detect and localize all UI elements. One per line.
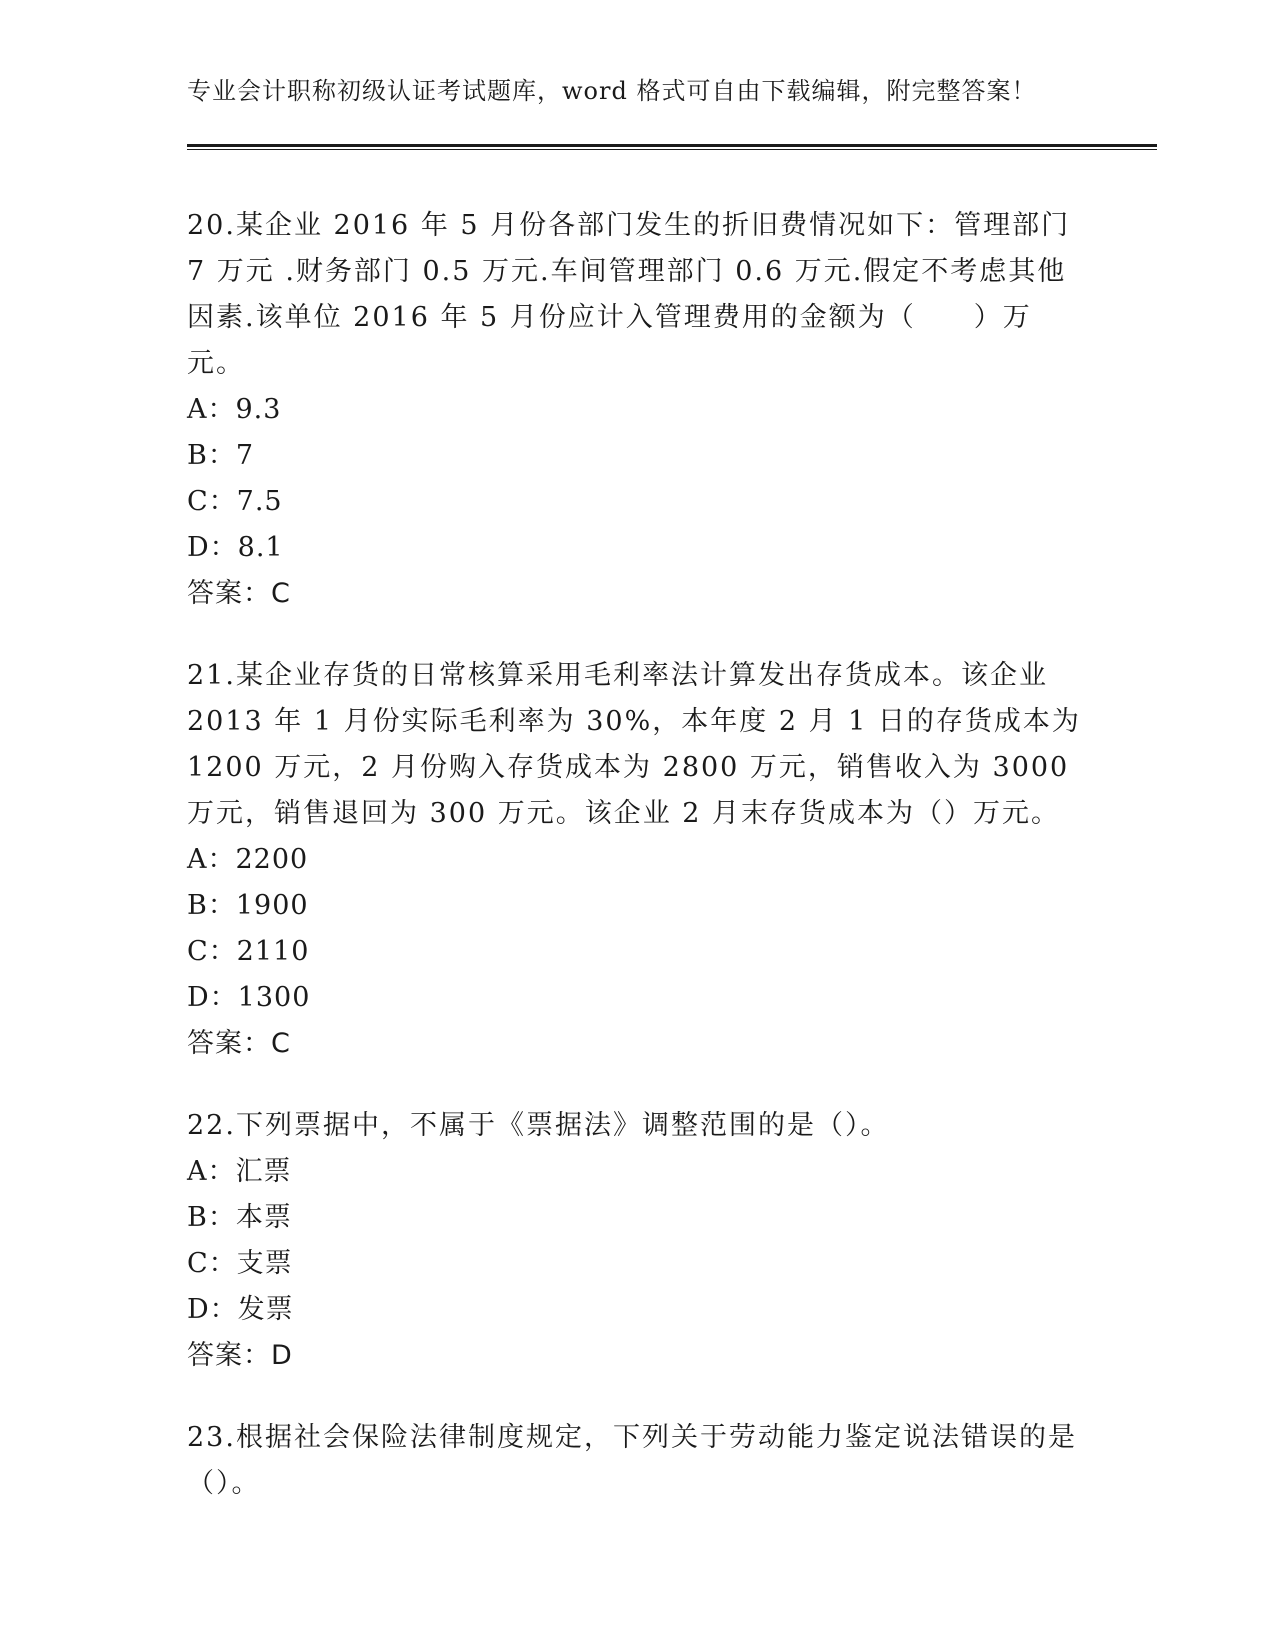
answer-line: 答案：C <box>187 1028 291 1059</box>
question-list <box>187 203 1087 1543</box>
option-text: 汇票 <box>235 1156 292 1187</box>
option-a <box>187 837 1087 883</box>
question-stem: 20.某企业 2016 年 5 月份各部门发生的折旧费情况如下：管理部门 7 万元 .财务部门 0.5 万元.车间管理部门 0.6 万元.假定不考虑其他因素.该单位 2016 年 5 月份应计入管理费用的金额为（ ）万元。 <box>187 210 1071 379</box>
option-b <box>187 883 1087 929</box>
option-b <box>187 433 1087 479</box>
option-letter: B： <box>187 890 236 921</box>
option-text: 7.5 <box>236 486 283 517</box>
question-20 <box>187 203 1087 617</box>
option-c <box>187 479 1087 525</box>
option-b <box>187 1195 1087 1241</box>
option-text: 本票 <box>235 1202 292 1233</box>
option-letter: C： <box>187 1248 237 1279</box>
option-d <box>187 975 1087 1021</box>
question-stem: 21.某企业存货的日常核算采用毛利率法计算发出存货成本。该企业 2013 年 1 月份实际毛利率为 30%，本年度 2 月 1 日的存货成本为 1200 万元，2 月份购入存货成本为 2800 万元，销售收入为 3000 万元，销售退回为 300 万元。该企业 2 月末存货成本为（）万元。 <box>187 660 1081 829</box>
question-21 <box>187 653 1087 1067</box>
option-text: 2110 <box>236 936 310 967</box>
option-text: 8.1 <box>237 532 284 563</box>
option-letter: D： <box>187 1294 238 1325</box>
option-text: 1900 <box>235 890 309 921</box>
option-text: 7 <box>235 440 255 471</box>
option-letter: C： <box>187 936 237 967</box>
question-stem: 23.根据社会保险法律制度规定，下列关于劳动能力鉴定说法错误的是（）。 <box>187 1422 1077 1499</box>
option-a <box>187 1149 1087 1195</box>
option-letter: D： <box>187 982 238 1013</box>
option-text: 1300 <box>237 982 311 1013</box>
option-letter: A： <box>187 394 236 425</box>
header-divider <box>187 144 1157 150</box>
option-letter: D： <box>187 532 238 563</box>
option-text: 支票 <box>236 1248 293 1279</box>
option-letter: A： <box>187 1156 236 1187</box>
question-23 <box>187 1415 1087 1507</box>
option-letter: B： <box>187 440 236 471</box>
question-stem: 22.下列票据中，不属于《票据法》调整范围的是（）。 <box>187 1110 890 1141</box>
option-text: 9.3 <box>235 394 282 425</box>
option-text: 发票 <box>237 1294 294 1325</box>
question-22 <box>187 1103 1087 1379</box>
option-a <box>187 387 1087 433</box>
option-d <box>187 1287 1087 1333</box>
option-letter: C： <box>187 486 237 517</box>
option-text: 2200 <box>235 844 309 875</box>
option-d <box>187 525 1087 571</box>
option-c <box>187 1241 1087 1287</box>
answer-line: 答案：D <box>187 1340 293 1371</box>
option-letter: B： <box>187 1202 236 1233</box>
page-header: 专业会计职称初级认证考试题库，word 格式可自由下载编辑，附完整答案！ <box>187 77 1037 105</box>
answer-line: 答案：C <box>187 578 291 609</box>
option-letter: A： <box>187 844 236 875</box>
option-c <box>187 929 1087 975</box>
